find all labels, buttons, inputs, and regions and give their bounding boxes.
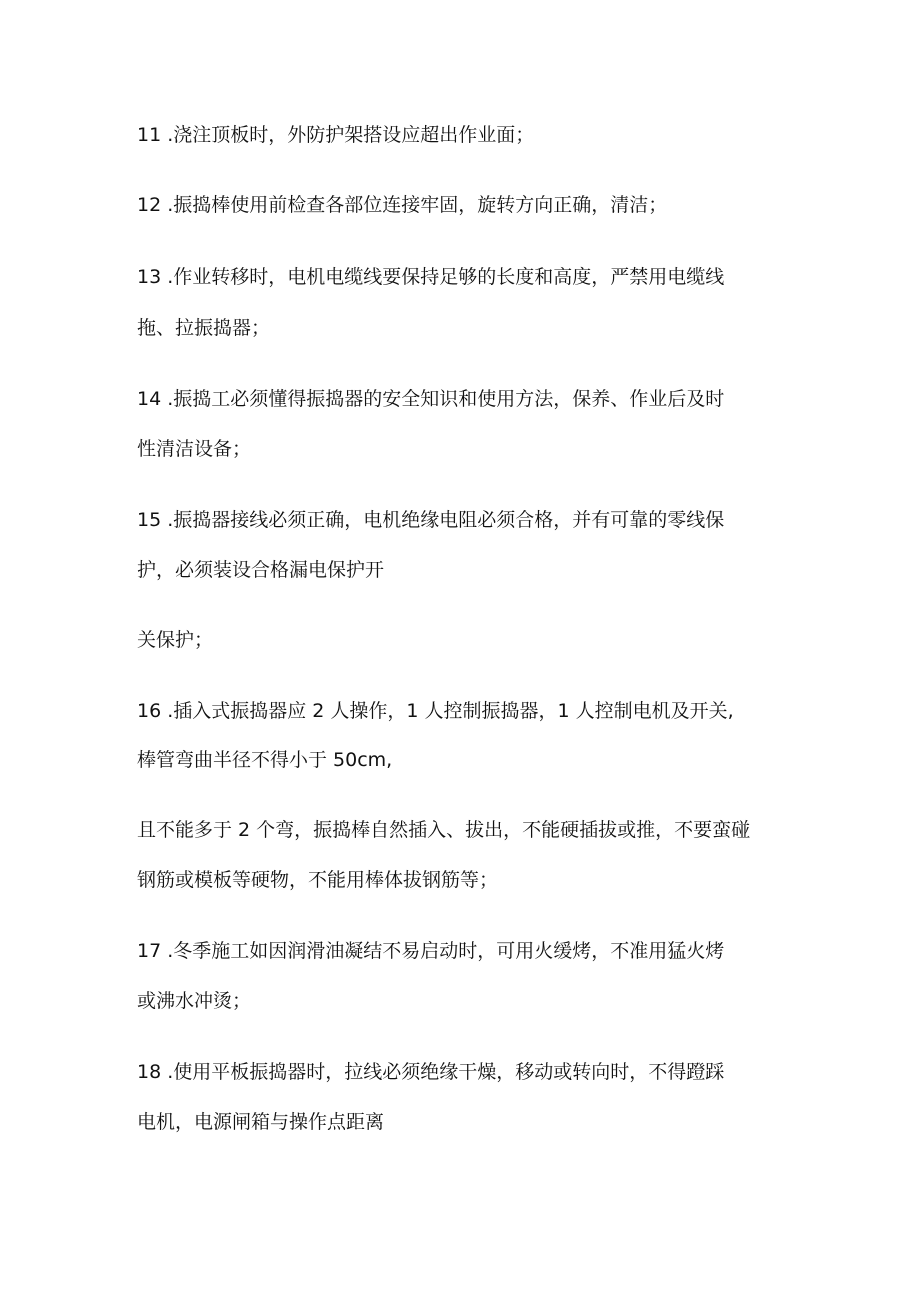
item-14-line-continued: 性清洁设备； — [137, 438, 252, 460]
item-12-line: 12 .振捣棒使用前检查各部位连接牢固，旋转方向正确，清洁； — [137, 194, 668, 216]
item-11-line: 11 .浇注顶板时，外防护架搭设应超出作业面； — [137, 124, 535, 146]
item-18-line: 18 .使用平板振捣器时，拉线必须绝缘干燥，移动或转向时，不得蹬踩 — [137, 1061, 725, 1083]
item-17-line: 17 .冬季施工如因润滑油凝结不易启动时，可用火缓烤，不准用猛火烤 — [137, 940, 725, 962]
item-15-line-end: 关保护； — [137, 629, 214, 651]
item-13-line: 13 .作业转移时，电机电缆线要保持足够的长度和高度，严禁用电缆线 — [137, 266, 725, 288]
item-17-line-continued: 或沸水冲烫； — [137, 990, 252, 1012]
item-13-line-continued: 拖、拉振捣器； — [137, 317, 271, 339]
item-16-line-end: 钢筋或模板等硬物，不能用棒体拔钢筋等； — [137, 869, 499, 891]
item-16-line: 16 .插入式振捣器应 2 人操作，1 人控制振捣器，1 人控制电机及开关, — [137, 700, 734, 722]
item-14-line: 14 .振捣工必须懂得振捣器的安全知识和使用方法，保养、作业后及时 — [137, 388, 725, 410]
item-15-line: 15 .振捣器接线必须正确，电机绝缘电阻必须合格，并有可靠的零线保 — [137, 509, 725, 531]
item-18-line-continued: 电机，电源闸箱与操作点距离 — [137, 1111, 385, 1133]
item-16-line-paragraph: 且不能多于 2 个弯，振捣棒自然插入、拔出，不能硬插拔或推，不要蛮碰 — [137, 819, 751, 841]
item-16-line-continued: 棒管弯曲半径不得小于 50cm, — [137, 749, 393, 771]
item-15-line-continued: 护，必须装设合格漏电保护开 — [137, 559, 385, 581]
